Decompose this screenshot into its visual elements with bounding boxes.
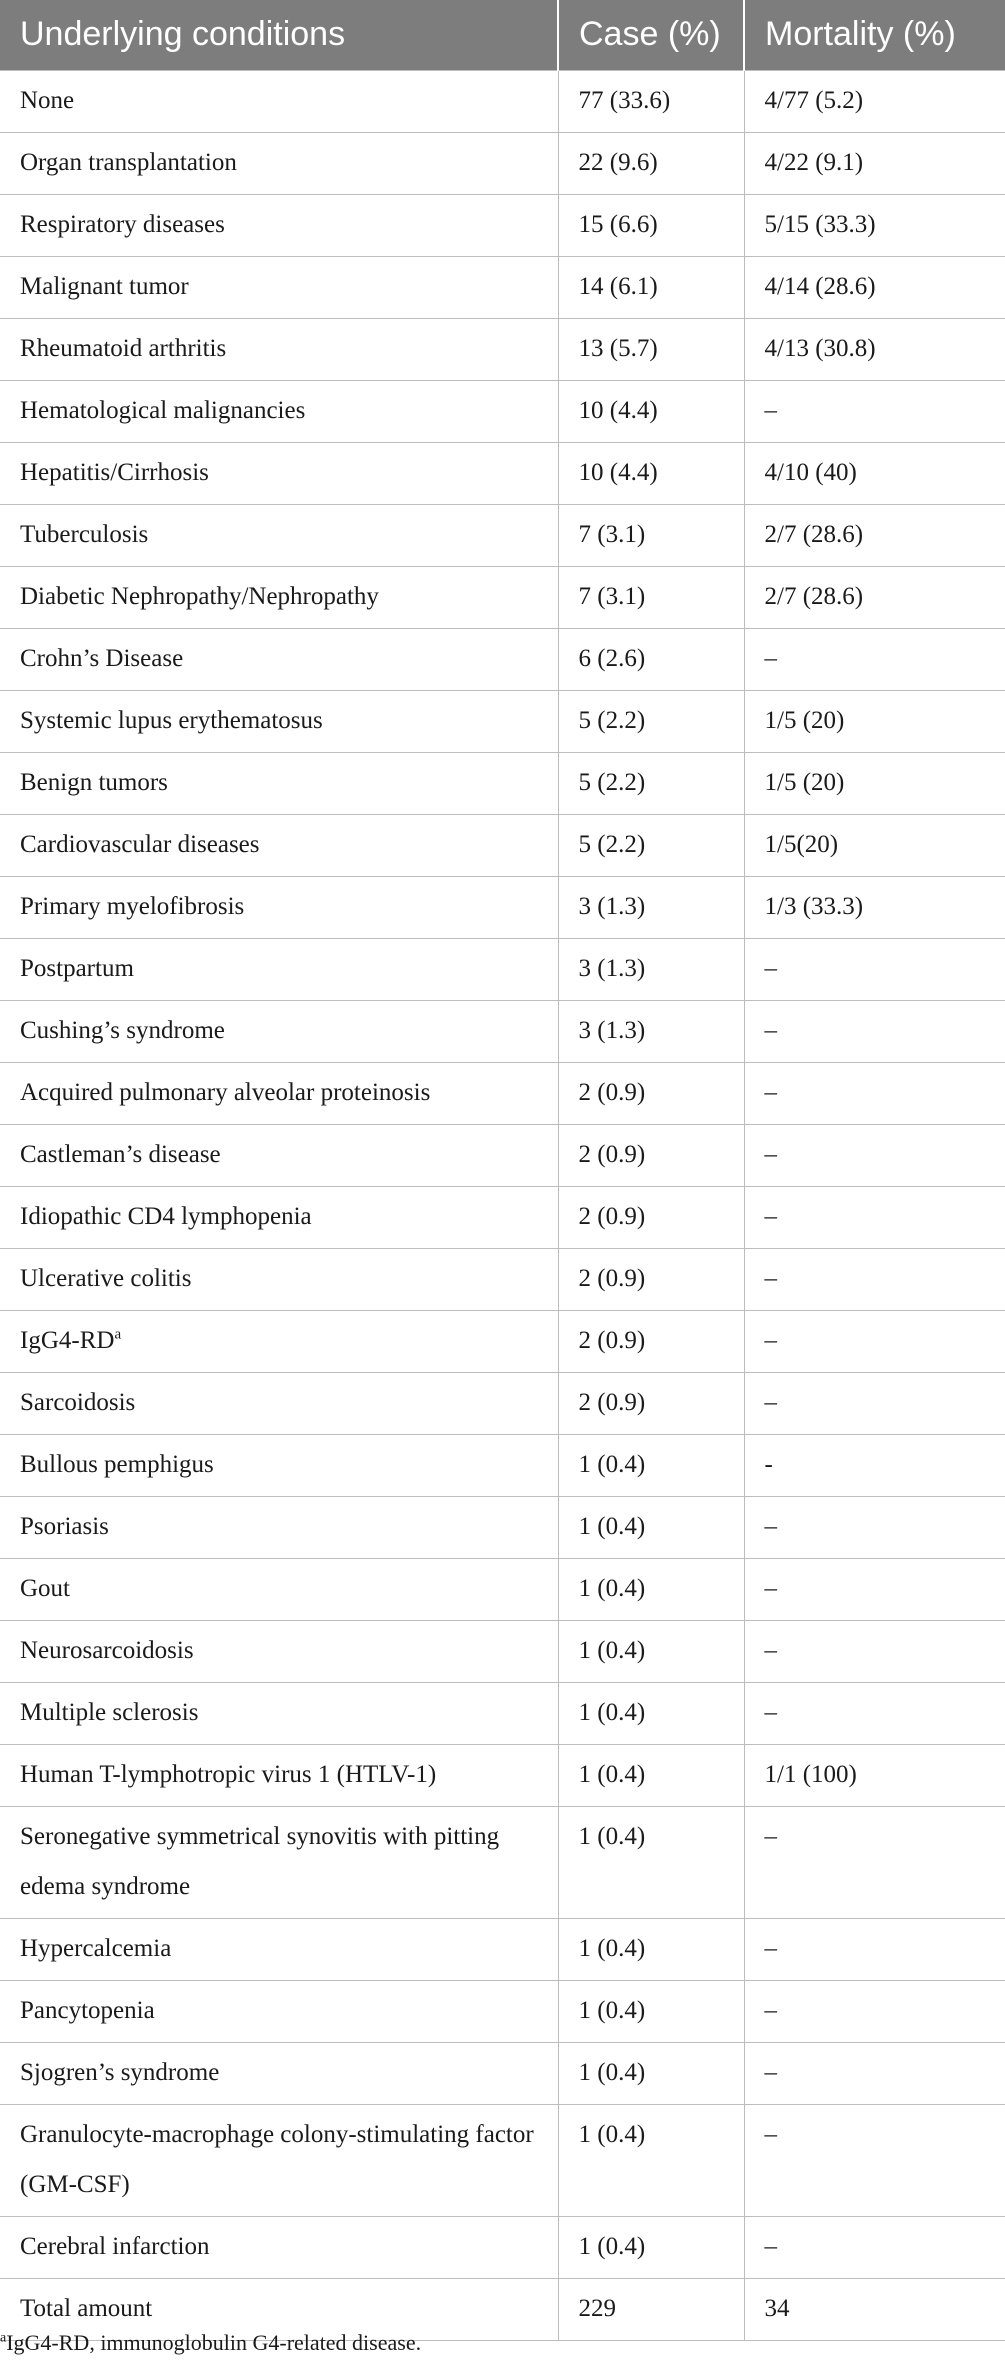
condition-label: Gout xyxy=(20,1574,70,1602)
condition-label: Human T-lymphotropic virus 1 (HTLV-1) xyxy=(20,1760,437,1788)
mortality-cell: – xyxy=(744,628,1005,690)
condition-label: Ulcerative colitis xyxy=(20,1264,192,1292)
condition-label: Castleman’s disease xyxy=(20,1140,221,1168)
mortality-cell: – xyxy=(744,1806,1005,1918)
mortality-cell: 2/7 (28.6) xyxy=(744,566,1005,628)
mortality-cell: 5/15 (33.3) xyxy=(744,194,1005,256)
condition-label: Cushing’s syndrome xyxy=(20,1016,225,1044)
condition-cell xyxy=(0,318,558,380)
condition-cell xyxy=(0,1000,558,1062)
case-cell: 2 (0.9) xyxy=(558,1248,744,1310)
condition-cell xyxy=(0,938,558,1000)
condition-cell xyxy=(0,2042,558,2104)
mortality-cell: – xyxy=(744,1372,1005,1434)
condition-label: Seronegative symmetrical synovitis with pitting edema syndrome xyxy=(20,1822,500,1900)
mortality-cell: 1/1 (100) xyxy=(744,1744,1005,1806)
header-mortality-percent: Mortality (%) xyxy=(744,0,1005,70)
condition-label: Sarcoidosis xyxy=(20,1388,136,1416)
condition-label: Psoriasis xyxy=(20,1512,109,1540)
condition-cell xyxy=(0,1744,558,1806)
condition-label: Systemic lupus erythematosus xyxy=(20,706,323,734)
condition-cell xyxy=(0,1620,558,1682)
condition-label: Benign tumors xyxy=(20,768,168,796)
case-cell: 1 (0.4) xyxy=(558,2042,744,2104)
case-cell: 3 (1.3) xyxy=(558,938,744,1000)
case-cell: 10 (4.4) xyxy=(558,380,744,442)
condition-label: Malignant tumor xyxy=(20,272,189,300)
mortality-cell: – xyxy=(744,1310,1005,1372)
case-cell: 2 (0.9) xyxy=(558,1372,744,1434)
condition-label: Respiratory diseases xyxy=(20,210,225,238)
table-row xyxy=(0,256,1005,318)
mortality-cell: – xyxy=(744,938,1005,1000)
mortality-cell: – xyxy=(744,1248,1005,1310)
table-row xyxy=(0,690,1005,752)
case-cell: 5 (2.2) xyxy=(558,690,744,752)
condition-label: Crohn’s Disease xyxy=(20,644,184,672)
condition-cell xyxy=(0,2104,558,2216)
condition-label: Hematological malignancies xyxy=(20,396,306,424)
table-row xyxy=(0,628,1005,690)
table-row xyxy=(0,1310,1005,1372)
mortality-cell: 4/77 (5.2) xyxy=(744,70,1005,132)
condition-cell xyxy=(0,256,558,318)
case-cell: 2 (0.9) xyxy=(558,1186,744,1248)
condition-label: Total amount xyxy=(20,2294,153,2322)
mortality-cell: – xyxy=(744,2104,1005,2216)
table-row xyxy=(0,1806,1005,1918)
table-header-row xyxy=(0,0,1005,70)
table-row xyxy=(0,1744,1005,1806)
mortality-cell: – xyxy=(744,1620,1005,1682)
mortality-cell: – xyxy=(744,1558,1005,1620)
table-row xyxy=(0,132,1005,194)
footnote-marker: a xyxy=(114,1326,122,1343)
table-row xyxy=(0,1434,1005,1496)
mortality-cell: – xyxy=(744,2042,1005,2104)
mortality-cell: – xyxy=(744,1124,1005,1186)
condition-label: Idiopathic CD4 lymphopenia xyxy=(20,1202,312,1230)
mortality-cell: 1/3 (33.3) xyxy=(744,876,1005,938)
table-row xyxy=(0,1062,1005,1124)
case-cell: 1 (0.4) xyxy=(558,1620,744,1682)
table-row xyxy=(0,1496,1005,1558)
condition-cell xyxy=(0,1682,558,1744)
condition-label: Primary myelofibrosis xyxy=(20,892,245,920)
case-cell: 1 (0.4) xyxy=(558,1496,744,1558)
condition-cell xyxy=(0,1124,558,1186)
condition-cell xyxy=(0,1310,558,1372)
case-cell: 3 (1.3) xyxy=(558,1000,744,1062)
condition-cell xyxy=(0,1434,558,1496)
case-cell: 1 (0.4) xyxy=(558,2216,744,2278)
condition-label: Postpartum xyxy=(20,954,134,982)
mortality-cell: – xyxy=(744,1000,1005,1062)
mortality-cell: – xyxy=(744,1062,1005,1124)
condition-label: Hypercalcemia xyxy=(20,1934,172,1962)
condition-cell xyxy=(0,1248,558,1310)
condition-label: Cardiovascular diseases xyxy=(20,830,260,858)
condition-cell xyxy=(0,1806,558,1918)
case-cell: 1 (0.4) xyxy=(558,2104,744,2216)
condition-cell xyxy=(0,814,558,876)
condition-label: Organ transplantation xyxy=(20,148,237,176)
condition-cell xyxy=(0,752,558,814)
mortality-cell: 2/7 (28.6) xyxy=(744,504,1005,566)
mortality-cell: 4/22 (9.1) xyxy=(744,132,1005,194)
condition-cell xyxy=(0,1062,558,1124)
condition-label: Pancytopenia xyxy=(20,1996,155,2024)
mortality-cell: – xyxy=(744,1980,1005,2042)
case-cell: 1 (0.4) xyxy=(558,1918,744,1980)
case-cell: 15 (6.6) xyxy=(558,194,744,256)
case-cell: 6 (2.6) xyxy=(558,628,744,690)
condition-label: IgG4-RD xyxy=(20,1326,115,1354)
condition-label: Bullous pemphigus xyxy=(20,1450,214,1478)
condition-cell xyxy=(0,1496,558,1558)
condition-label: Sjogren’s syndrome xyxy=(20,2058,220,2086)
mortality-cell: 4/14 (28.6) xyxy=(744,256,1005,318)
table-row xyxy=(0,1918,1005,1980)
case-cell: 2 (0.9) xyxy=(558,1310,744,1372)
mortality-cell: – xyxy=(744,2216,1005,2278)
condition-cell xyxy=(0,1186,558,1248)
case-cell: 1 (0.4) xyxy=(558,1682,744,1744)
table-row xyxy=(0,752,1005,814)
table-row xyxy=(0,380,1005,442)
table-row xyxy=(0,442,1005,504)
mortality-cell: 34 xyxy=(744,2278,1005,2340)
condition-label: Acquired pulmonary alveolar proteinosis xyxy=(20,1078,431,1106)
condition-cell xyxy=(0,566,558,628)
condition-cell xyxy=(0,628,558,690)
footnote-text: IgG4-RD, immunoglobulin G4-related disease. xyxy=(6,2330,422,2355)
table-body xyxy=(0,70,1005,2340)
case-cell: 229 xyxy=(558,2278,744,2340)
table-row xyxy=(0,1620,1005,1682)
table-row xyxy=(0,1000,1005,1062)
condition-label: Multiple sclerosis xyxy=(20,1698,199,1726)
case-cell: 10 (4.4) xyxy=(558,442,744,504)
case-cell: 13 (5.7) xyxy=(558,318,744,380)
mortality-cell: – xyxy=(744,380,1005,442)
table-row xyxy=(0,1682,1005,1744)
condition-label: None xyxy=(20,86,75,114)
table-row xyxy=(0,318,1005,380)
mortality-cell: 1/5(20) xyxy=(744,814,1005,876)
case-cell: 5 (2.2) xyxy=(558,752,744,814)
table-footnote xyxy=(0,2330,421,2356)
case-cell: 2 (0.9) xyxy=(558,1124,744,1186)
condition-cell xyxy=(0,380,558,442)
condition-label: Granulocyte-macrophage colony-stimulating factor (GM-CSF) xyxy=(20,2120,534,2198)
table-row xyxy=(0,566,1005,628)
condition-label: Diabetic Nephropathy/Nephropathy xyxy=(20,582,379,610)
mortality-cell: 4/10 (40) xyxy=(744,442,1005,504)
table-row xyxy=(0,1186,1005,1248)
table-row xyxy=(0,814,1005,876)
condition-cell xyxy=(0,194,558,256)
table-row xyxy=(0,938,1005,1000)
table-row xyxy=(0,1248,1005,1310)
table-row xyxy=(0,2042,1005,2104)
condition-label: Tuberculosis xyxy=(20,520,149,548)
mortality-cell: 1/5 (20) xyxy=(744,752,1005,814)
case-cell: 1 (0.4) xyxy=(558,1434,744,1496)
case-cell: 1 (0.4) xyxy=(558,1558,744,1620)
condition-cell xyxy=(0,876,558,938)
case-cell: 14 (6.1) xyxy=(558,256,744,318)
mortality-cell: – xyxy=(744,1682,1005,1744)
table-row xyxy=(0,2104,1005,2216)
table-row xyxy=(0,70,1005,132)
condition-cell xyxy=(0,132,558,194)
case-cell: 2 (0.9) xyxy=(558,1062,744,1124)
footnote-mark: a xyxy=(0,2330,7,2346)
condition-label: Cerebral infarction xyxy=(20,2232,210,2260)
table-row xyxy=(0,1980,1005,2042)
mortality-cell: - xyxy=(744,1434,1005,1496)
condition-cell xyxy=(0,1372,558,1434)
case-cell: 1 (0.4) xyxy=(558,1744,744,1806)
table-row xyxy=(0,876,1005,938)
condition-cell xyxy=(0,2216,558,2278)
condition-cell xyxy=(0,504,558,566)
condition-cell xyxy=(0,1558,558,1620)
condition-cell xyxy=(0,70,558,132)
header-underlying-conditions: Underlying conditions xyxy=(0,0,558,70)
header-case-percent: Case (%) xyxy=(558,0,744,70)
table-row xyxy=(0,1558,1005,1620)
table-row xyxy=(0,1124,1005,1186)
condition-cell xyxy=(0,442,558,504)
table-row xyxy=(0,2216,1005,2278)
table-row xyxy=(0,194,1005,256)
condition-label: Hepatitis/Cirrhosis xyxy=(20,458,209,486)
table-row xyxy=(0,1372,1005,1434)
mortality-cell: – xyxy=(744,1918,1005,1980)
mortality-cell: 4/13 (30.8) xyxy=(744,318,1005,380)
condition-cell xyxy=(0,1980,558,2042)
case-cell: 5 (2.2) xyxy=(558,814,744,876)
case-cell: 7 (3.1) xyxy=(558,504,744,566)
mortality-cell: – xyxy=(744,1186,1005,1248)
condition-label: Rheumatoid arthritis xyxy=(20,334,227,362)
condition-cell xyxy=(0,690,558,752)
condition-label: Neurosarcoidosis xyxy=(20,1636,194,1664)
case-cell: 1 (0.4) xyxy=(558,1806,744,1918)
case-cell: 7 (3.1) xyxy=(558,566,744,628)
case-cell: 3 (1.3) xyxy=(558,876,744,938)
case-cell: 22 (9.6) xyxy=(558,132,744,194)
case-cell: 77 (33.6) xyxy=(558,70,744,132)
case-cell: 1 (0.4) xyxy=(558,1980,744,2042)
mortality-cell: 1/5 (20) xyxy=(744,690,1005,752)
condition-cell xyxy=(0,1918,558,1980)
table-row xyxy=(0,504,1005,566)
mortality-cell: – xyxy=(744,1496,1005,1558)
